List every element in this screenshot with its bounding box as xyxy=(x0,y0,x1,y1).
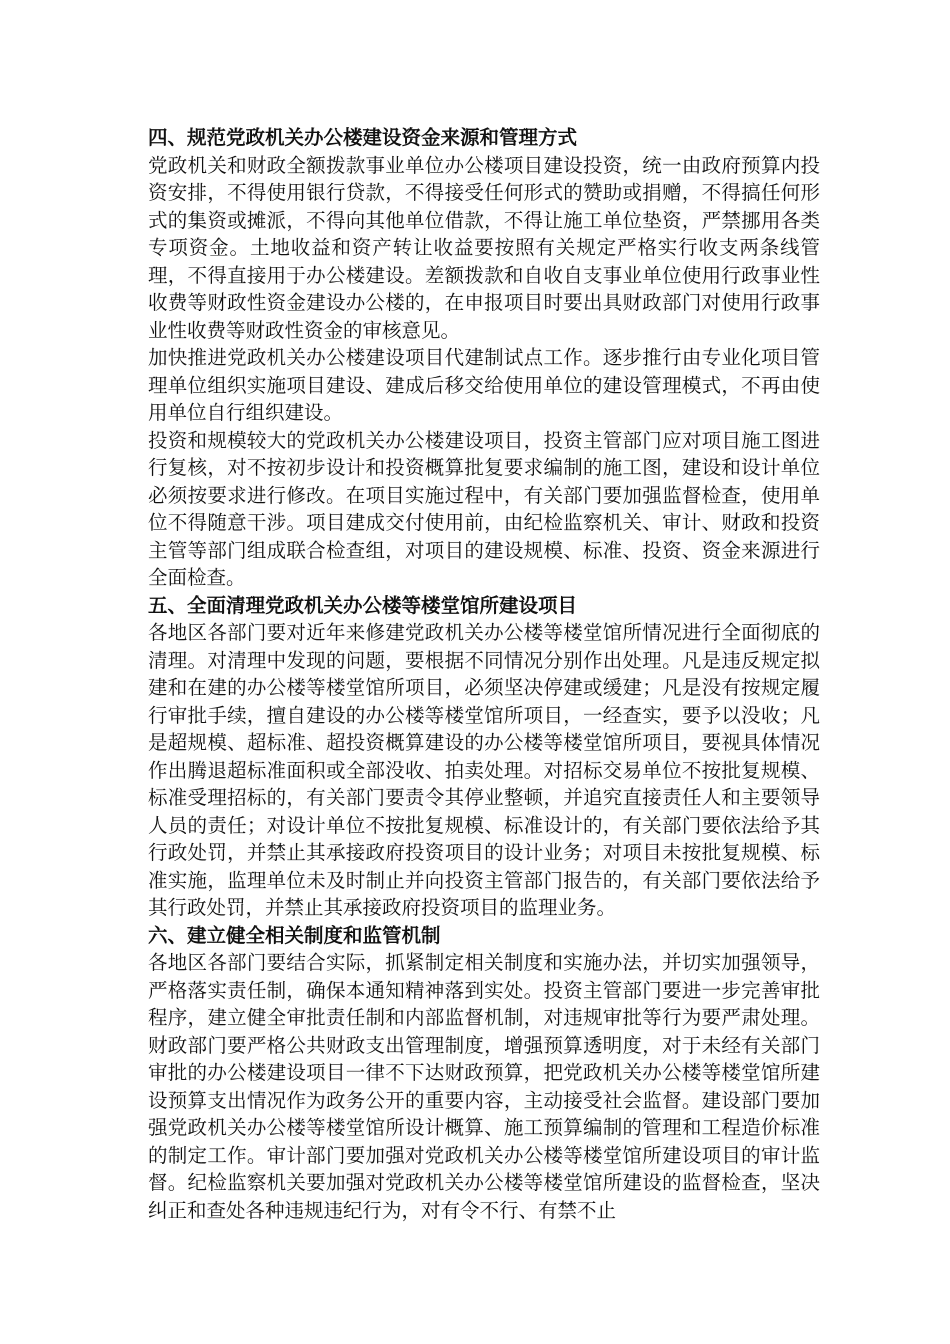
section-4-heading: 四、规范党政机关办公楼建设资金来源和管理方式 xyxy=(148,126,578,149)
section-4-paragraph-3: 投资和规模较大的党政机关办公楼建设项目，投资主管部门应对项目施工图进行复核，对不按初步设计和投资概算批复要求编制的施工图，建设和设计单位必须按要求进行修改。在项目实施过程中，有关部门要加强监督检查，使用单位不得随意干涉。项目建成交付使用前，由纪检监察机关、审计、财政和投资主管等部门组成联合检查组，对项目的建设规模、标准、投资、资金来源进行全面检查。 xyxy=(148,428,820,589)
section-4 xyxy=(148,124,820,592)
section-5-paragraph-1: 各地区各部门要对近年来修建党政机关办公楼等楼堂馆所情况进行全面彻底的清理。对清理中发现的问题，要根据不同情况分别作出处理。凡是违反规定拟建和在建的办公楼等楼堂馆所项目，必须坚决停建或缓建；凡是没有按规定履行审批手续，擅自建设的办公楼等楼堂馆所项目，一经查实，要予以没收；凡是超规模、超标准、超投资概算建设的办公楼等楼堂馆所项目，要视具体情况作出腾退超标准面积或全部没收、拍卖处理。对招标交易单位不按批复规模、标准受理招标的，有关部门要责令其停业整顿，并追究直接责任人和主要领导人员的责任；对设计单位不按批复规模、标准设计的，有关部门要依法给予其行政处罚，并禁止其承接政府投资项目的设计业务；对项目未按批复规模、标准实施，监理单位未及时制止并向投资主管部门报告的，有关部门要依法给予其行政处罚，并禁止其承接政府投资项目的监理业务。 xyxy=(148,621,820,919)
section-4-paragraph-2: 加快推进党政机关办公楼建设项目代建制试点工作。逐步推行由专业化项目管理单位组织实施项目建设、建成后移交给使用单位的建设管理模式，不再由使用单位自行组织建设。 xyxy=(148,346,820,424)
section-5 xyxy=(148,592,820,922)
section-4-paragraph-1: 党政机关和财政全额拨款事业单位办公楼项目建设投资，统一由政府预算内投资安排，不得使用银行贷款，不得接受任何形式的赞助或捐赠，不得搞任何形式的集资或摊派，不得向其他单位借款，不得让施工单位垫资，严禁挪用各类专项资金。土地收益和资产转让收益要按照有关规定严格实行收支两条线管理，不得直接用于办公楼建设。差额拨款和自收自支事业单位使用行政事业性收费等财政性资金建设办公楼的，在申报项目时要出具财政部门对使用行政事业性收费等财政性资金的审核意见。 xyxy=(148,153,820,342)
section-6-heading: 六、建立健全相关制度和监管机制 xyxy=(148,923,441,947)
section-6 xyxy=(148,922,820,1225)
section-6-paragraph-1: 各地区各部门要结合实际，抓紧制定相关制度和实施办法，并切实加强领导，严格落实责任制，确保本通知精神落到实处。投资主管部门要进一步完善审批程序，建立健全审批责任制和内部监督机制，对违规审批等行为要严肃处理。财政部门要严格公共财政支出管理制度，增强预算透明度，对于未经有关部门审批的办公楼建设项目一律不下达财政预算，把党政机关办公楼等楼堂馆所建设预算支出情况作为政务公开的重要内容，主动接受社会监督。建设部门要加强党政机关办公楼等楼堂馆所设计概算、施工预算编制的管理和工程造价标准的制定工作。审计部门要加强对党政机关办公楼等楼堂馆所建设项目的审计监督。纪检监察机关要加强对党政机关办公楼等楼堂馆所建设的监督检查，坚决纠正和查处各种违规违纪行为，对有令不行、有禁不止 xyxy=(148,951,820,1222)
document-body xyxy=(148,124,820,1224)
section-5-heading: 五、全面清理党政机关办公楼等楼堂馆所建设项目 xyxy=(148,593,578,617)
